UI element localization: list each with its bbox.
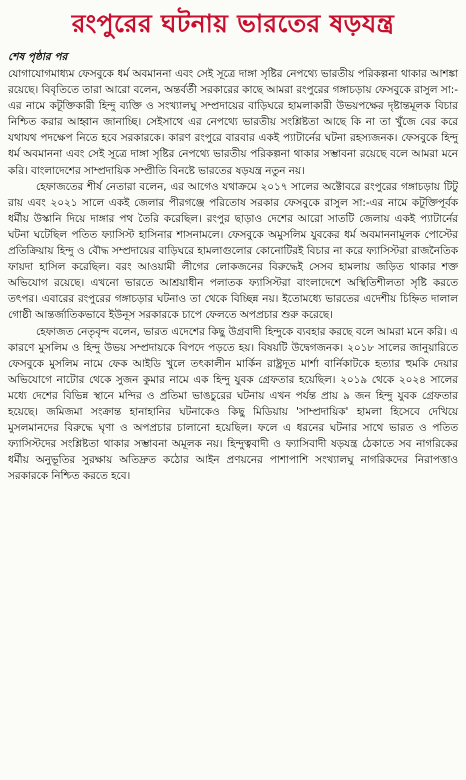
paragraph-1: যোগাযোগমাধ্যম ফেসবুকে ধর্ম অবমাননা এবং সেই সূত্রে দাঙ্গা সৃষ্টির নেপথ্যে ভারতীয় পরিকল্পনা থাকার আশঙ্কা রয়েছে। বিবৃতিতে তারা আরো বলেন, অন্তর্বর্তী সরকারের কাছে আমরা রংপুরের গঙ্গাচড়ায় ফেসবুকে রাসুল সা:-এর নামে কটূক্তিকারী হিন্দু ব্যক্তি ও সংখ্যালঘু সম্প্রদায়ের বাড়িঘরে হামলাকারী উভয়পক্ষের দৃষ্টান্তমূলক বিচার নিশ্চিত করার আহ্বান জানাচ্ছি। সেইসাথে এর নেপথ্যে ভারতীয় সংশ্লিষ্টতা আছে কি না তা খুঁজে বের করে যথাযথ পদক্ষেপ নিতে হবে সরকারকে। কারণ রংপুরে বারবার একই প্যাটার্নের ঘটনা রহস্যজনক। ফেসবুকে হিন্দু ধর্ম অবমাননা এবং সেই সূত্রে দাঙ্গা সৃষ্টির নেপথ্যে ভারতীয় পরিকল্পনা থাকার সম্ভাবনা রয়েছে বলে আমরা মনে করি। বাংলাদেশের সাম্প্রদায়িক সম্প্রীতি বিনষ্টে ভারতের ষড়যন্ত্র নতুন নয়। (8, 68, 458, 177)
article-body (8, 66, 458, 484)
headline: রংপুরের ঘটনায় ভারতের ষড়যন্ত্র (71, 9, 395, 38)
continued-from-label: শেষ পৃষ্ঠার পর (8, 51, 68, 63)
paragraph-3: হেফাজত নেতৃবৃন্দ বলেন, ভারত এদেশের কিছু উগ্রবাদী হিন্দুকে ব্যবহার করছে বলে আমরা মনে করি। এ কারণে মুসলিম ও হিন্দু উভয় সম্প্রদায়কে বিপদে পড়তে হয়। বিষয়টি উদ্বেগজনক। ২০১৮ সালের জানুয়ারিতে ফেসবুকে মুসলিম নামে ফেক আইডি খুলে তৎকালীন মার্কিন রাষ্ট্রদূত মার্শা বার্নিকাটকে হত্যার হুমকি দেয়ার অভিযোগে নাটোর থেকে সুজন কুমার নামে এক হিন্দু যুবক গ্রেফতার হয়েছিল। ২০১৯ থেকে ২০২৪ সালের মধ্যে দেশের বিভিন্ন স্থানে মন্দির ও প্রতিমা ভাঙচুরের ঘটনায় এখন পর্যন্ত প্রায় ৯ জন হিন্দু যুবক গ্রেফতার হয়েছে। জমিজমা সংক্রান্ত হানাহানির ঘটনাকেও কিছু মিডিয়ায় 'সাম্প্রদায়িক' হামলা হিসেবে দেখিয়ে মুসলমানদের বিরুদ্ধে ঘৃণা ও অপপ্রচার চালানো হয়েছিল। ফলে এ ধরনের ঘটনার সাথে ভারত ও পতিত ফ্যাসিস্টদের সংশ্লিষ্টতা থাকার সম্ভাবনা অমূলক নয়। হিন্দুত্ববাদী ও ফ্যাসিবাদী ষড়যন্ত্র ঠেকাতে সব নাগরিকের ধর্মীয় অনুভূতির সুরক্ষায় অতিদ্রুত কঠোর আইন প্রণয়নের পাশাপাশি সংখ্যালঘু নাগরিকদের নিরাপত্তাও সরকারকে নিশ্চিত করতে হবে। (8, 325, 458, 483)
paragraph-2: হেফাজতের শীর্ষ নেতারা বলেন, এর আগেও যথাক্রমে ২০১৭ সালের অক্টোবরে রংপুরের গঙ্গাচড়ায় টিটু রায় এবং ২০২১ সালে একই জেলার পীরগঞ্জে পরিতোষ সরকার ফেসবুকে রাসুল সা:-এর নামে কটূক্তিপূর্বক ধর্মীয় উস্কানি দিয়ে দাঙ্গার পথ তৈরি করেছিল। রংপুর ছাড়াও দেশের আরো সাতটি জেলায় একই প্যাটার্নের ঘটনা ঘটেছিল পতিত ফ্যাসিস্ট হাসিনার শাসনামলে। ফেসবুকে অমুসলিম যুবকের ধর্ম অবমাননামূলক পোস্টের প্রতিক্রিয়ায় হিন্দু ও বৌদ্ধ সম্প্রদায়ের বাড়িঘরে হামলাগুলোর কোনোটিরই বিচার না করে ফ্যাসিস্টরা রাজনৈতিক ফায়দা হাসিল করেছিল। বরং আওয়ামী লীগের লোকজনের বিরুদ্ধেই সেসব হামলায় জড়িত থাকার শক্ত অভিযোগ রয়েছে। এখনো ভারতে আশ্রয়াধীন পলাতক ফ্যাসিস্টরা বাংলাদেশে অস্থিতিশীলতা সৃষ্টি করতে তৎপর। এবারের রংপুরের গঙ্গাচড়ার ঘটনাও তা থেকে বিচ্ছিন্ন নয়। ইতোমধ্যে ভারতের এদেশীয় চিহ্নিত দালাল গোষ্ঠী আন্তর্জাতিকভাবে ইউনূস সরকারকে চাপে ফেলতে অপপ্রচার শুরু করেছে। (8, 180, 458, 322)
